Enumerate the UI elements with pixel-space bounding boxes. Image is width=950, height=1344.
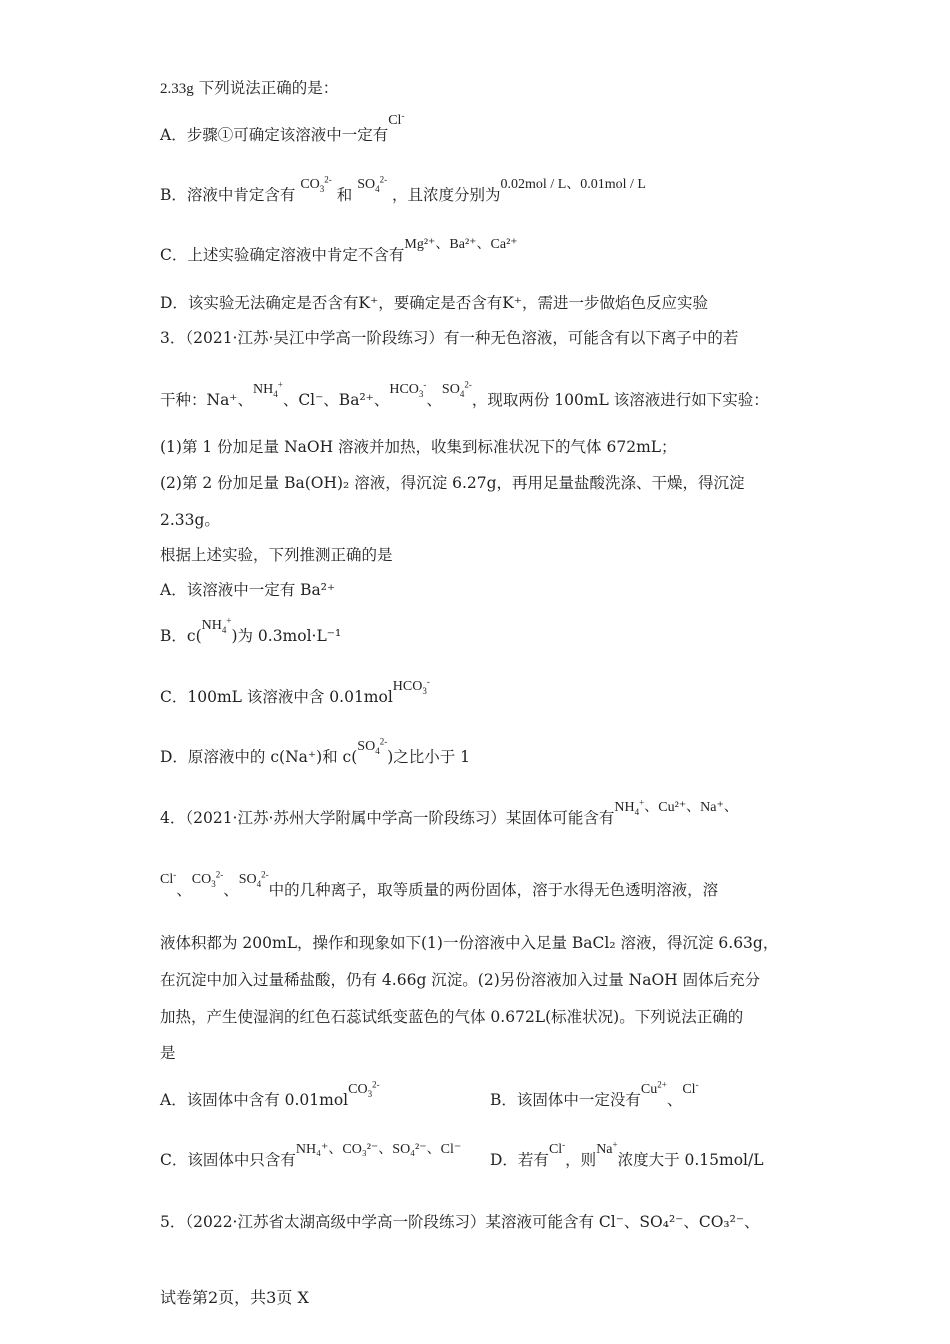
option-b: B．$c(NH_4^+)$为 0.3mol·L⁻¹ [160,615,342,645]
formula-co3: $CO_3^{2-}$ [300,174,332,194]
question-3-ions: 干种：Na⁺、$NH_4^+$、Cl⁻、Ba²⁺、$HCO_3^-$、$SO_4^{2-}$，现取两份 100mL 该溶液进行如下实验： [160,379,769,409]
option-a: A．该溶液中一定有 Ba²⁺ [160,581,336,599]
formula-co3: $CO_3^{2-}$ [348,1079,380,1099]
question-3-head: 3．（2021·江苏·吴江中学高一阶段练习）有一种无色溶液，可能含有以下离子中的若 [160,329,739,347]
formula-co3: $CO_3^{2-}$ [191,869,224,889]
question-4-line5: 加热，产生使湿润的红色石蕊试纸变蓝色的气体 0.672L(标准状况)。下列说法正确的 [160,1008,744,1026]
formula-so4: $SO_4^{2-}$ [357,736,388,756]
formula-cl: Cl- [160,869,177,887]
option-c: C．100mL 该溶液中含 0.01molHCO$_3$- [160,676,430,706]
formula-so4: $SO_4^{2-}$ [441,379,472,399]
question-4-ions: Cl-、$CO_3^{2-}$、$SO_4^{2-}$中的几种离子，取等质量的两份固体，溶于水得无色透明溶液，溶 [160,869,719,899]
page-footer: 试卷第2页，共3页 X [160,1288,309,1307]
formula-nh4: $NH_4^+$ [614,797,645,817]
option-d: D．该实验无法确定是否含有K⁺，要确定是否含有K⁺，需进一步做焰色反应实验 [160,294,708,312]
option-c: C．该固体中只含有NH₄⁺、CO₃²⁻、SO₄²⁻、Cl⁻ [160,1142,462,1169]
option-d: D．若有Cl-，则Na+浓度大于 0.15mol/L [490,1139,764,1169]
text-line: 2.33g 下列说法正确的是： [160,79,339,97]
option-a: A．步骤①可确定该溶液中一定有Cl- [160,110,405,144]
question-3-step1: (1)第 1 份加足量 NaOH 溶液并加热，收集到标准状况下的气体 672mL； [160,438,677,456]
option-b: B．该固体中一定没有$Cu^{2+}$、Cl- [490,1079,699,1109]
question-4-head: 4．（2021·江苏·苏州大学附属中学高一阶段练习）某固体可能含有$NH_4^+$、Cu²⁺、Na⁺、 [160,797,738,827]
formula-nh4: $NH_4^+$ [253,379,283,399]
question-4-line3: 液体积都为 200mL，操作和现象如下(1)一份溶液中入足量 BaCl₂ 溶液，得沉淀 6.63g， [160,934,779,952]
option-b: B．溶液中肯定含有 $CO_3^{2-}$ 和 $SO_4^{2-}$ ，且浓度分别为0.02mol / L、0.01mol / L [160,174,646,204]
question-3-step2: (2)第 2 份加足量 Ba(OH)₂ 溶液，得沉淀 6.27g，再用足量盐酸洗涤、干燥，得沉淀 [160,474,745,492]
question-4-line4: 在沉淀中加入过量稀盐酸，仍有 4.66g 沉淀。(2)另份溶液加入过量 NaOH 固体后充分 [160,971,761,989]
option-d: D．原溶液中的 c(Na⁺)和 $c(SO_4^{2-})$之比小于 1 [160,736,471,766]
option-a: A．该固体中含有 0.01molCO$_3^{2-}$ [160,1079,380,1109]
formula-hco3: $HCO_3^-$ [392,676,430,696]
question-4-line6: 是 [160,1044,176,1062]
question-3-step2b: 2.33g。 [160,511,220,529]
formula-nh4: $NH_4^+$ [201,615,232,635]
option-c: C．上述实验确定溶液中肯定不含有Mg²⁺、Ba²⁺、Ca²⁺ [160,237,518,264]
formula-so4: $SO_4^{2-}$ [357,174,388,194]
question-3-ask: 根据上述实验，下列推测正确的是 [160,546,393,564]
question-5-head: 5．（2022·江苏省太湖高级中学高一阶段练习）某溶液可能含有 Cl⁻、SO₄²⁻、CO₃²⁻、 [160,1213,760,1231]
formula-hco3: $HCO_3^-$ [389,379,427,399]
formula-so4: $SO_4^{2-}$ [238,869,269,889]
